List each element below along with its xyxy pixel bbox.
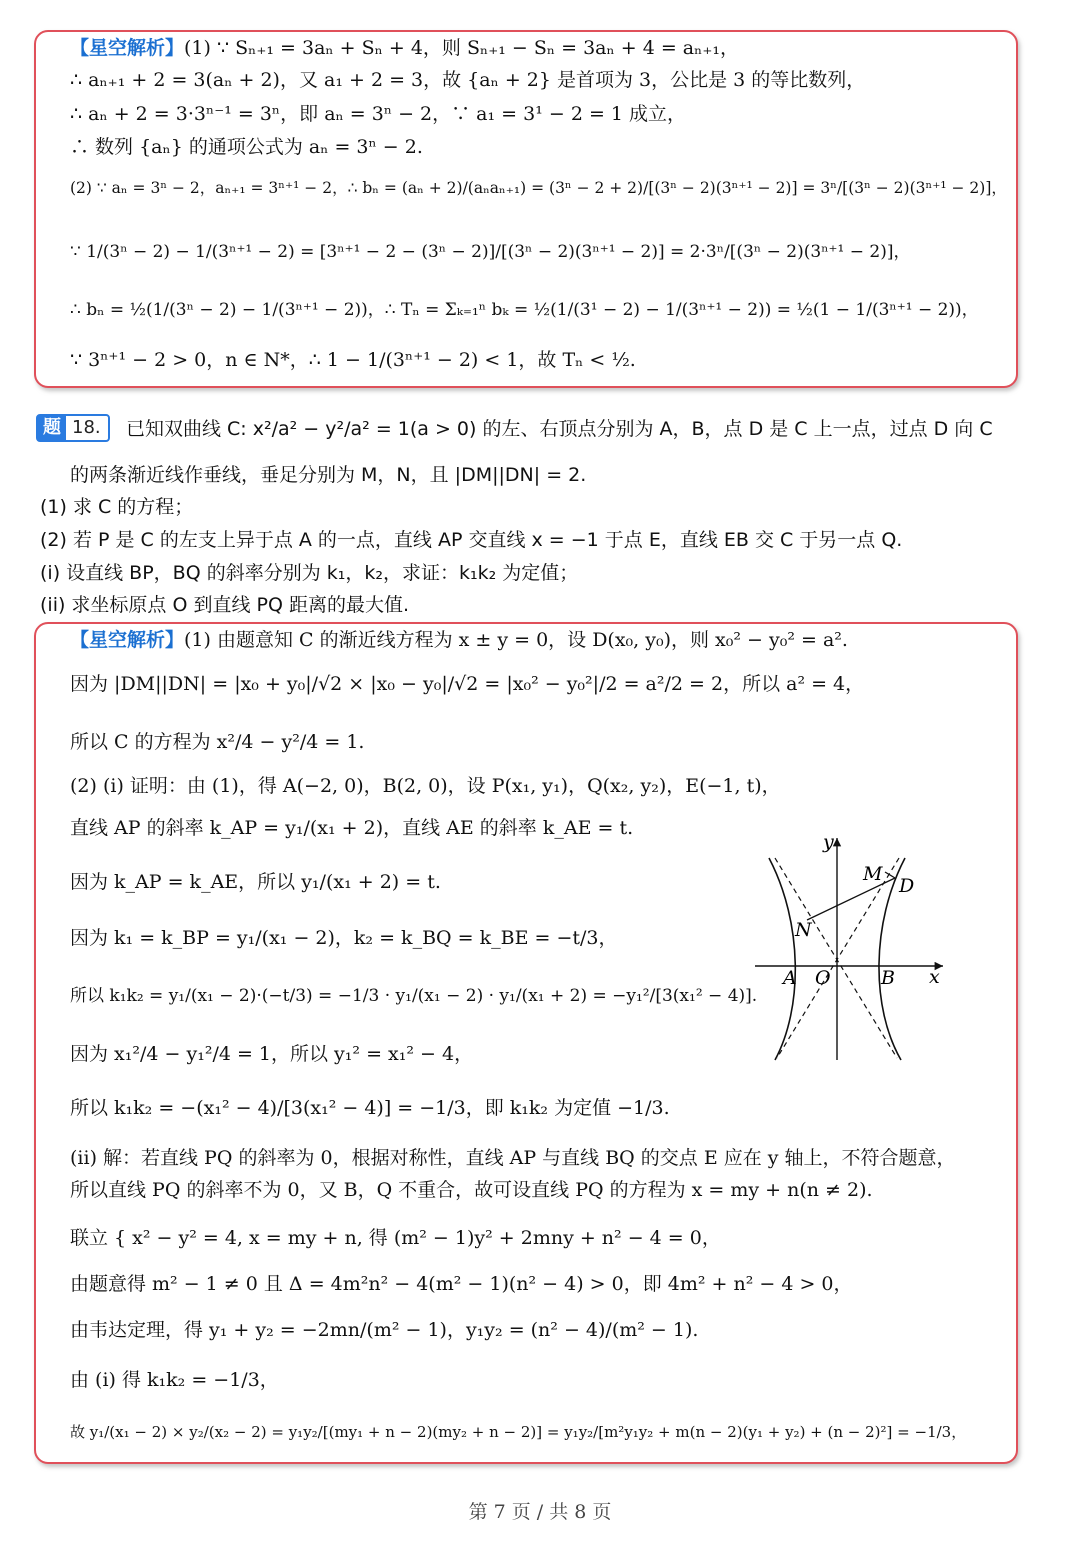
question-number: 18. <box>72 417 101 438</box>
solution-1-line-5: ∵ 1/(3ⁿ − 2) − 1/(3ⁿ⁺¹ − 2) = [3ⁿ⁺¹ − 2 − (3ⁿ − 2)]/[(3ⁿ − 2)(3ⁿ⁺¹ − 2)] = 2·3ⁿ/[(3ⁿ − 2)(3ⁿ⁺¹ − 2)]， <box>70 242 911 262</box>
solution-2-line-11: 所以直线 PQ 的斜率不为 0，又 B，Q 不重合，故可设直线 PQ 的方程为 x = my + n(n ≠ 2). <box>70 1179 873 1201</box>
solution-1-line-3: ∴ 数列 {aₙ} 的通项公式为 aₙ = 3ⁿ − 2. <box>70 136 423 158</box>
question-line-1: 的两条渐近线作垂线，垂足分别为 M，N，且 |DM||DN| = 2. <box>70 464 587 486</box>
label-y: y <box>823 831 834 853</box>
hyperbola-left-branch <box>769 858 795 1060</box>
solution-tag: 【星空解析】 <box>70 37 185 59</box>
page-footer: 第 7 页 / 共 8 页 <box>468 1501 612 1523</box>
solution-2-line-5: 因为 k_AP = k_AE，所以 y₁/(x₁ + 2) = t. <box>70 871 441 893</box>
solution-2-line-0: 【星空解析】(1) 由题意知 C 的渐近线方程为 x ± y = 0，设 D(x₀, y₀)，则 x₀² − y₀² = a². <box>70 629 848 651</box>
solution-2-line-7: 所以 k₁k₂ = y₁/(x₁ − 2)·(−t/3) = −1/3 · y₁/(x₁ − 2) · y₁/(x₁ + 2) = −y₁²/[3(x₁² − 4)]. <box>70 986 758 1006</box>
solution-2-line-8: 因为 x₁²/4 − y₁²/4 = 1，所以 y₁² = x₁² − 4， <box>70 1043 474 1065</box>
solution-2-line-14: 由韦达定理，得 y₁ + y₂ = −2mn/(m² − 1)，y₁y₂ = (n² − 4)/(m² − 1). <box>70 1319 699 1341</box>
label-B: B <box>881 967 895 989</box>
solution-2-line-15: 由 (i) 得 k₁k₂ = −1/3， <box>70 1369 279 1391</box>
question-badge-label: 题 <box>38 416 66 440</box>
solution-1-line-7: ∵ 3ⁿ⁺¹ − 2 > 0，n ∈ N*，∴ 1 − 1/(3ⁿ⁺¹ − 2) < 1，故 Tₙ < ½. <box>70 349 636 371</box>
solution-2-line-3: (2) (i) 证明：由 (1)，得 A(−2, 0)，B(2, 0)，设 P(x₁, y₁)，Q(x₂, y₂)，E(−1, t)， <box>70 775 781 797</box>
label-N: N <box>795 919 812 941</box>
solution-2-line-2: 所以 C 的方程为 x²/4 − y²/4 = 1. <box>70 731 365 753</box>
solution-tag-2: 【星空解析】 <box>70 629 185 651</box>
solution-2-line-13: 由题意得 m² − 1 ≠ 0 且 Δ = 4m²n² − 4(m² − 1)(n² − 4) > 0，即 4m² + n² − 4 > 0， <box>70 1273 853 1295</box>
solution-1-line-6: ∴ bₙ = ½(1/(3ⁿ − 2) − 1/(3ⁿ⁺¹ − 2))，∴ Tₙ = Σₖ₌₁ⁿ bₖ = ½(1/(3¹ − 2) − 1/(3ⁿ⁺¹ − 2)) = ½(1 − 1/(3ⁿ⁺¹ − 2))， <box>70 300 979 320</box>
question-line-3: (2) 若 P 是 C 的左支上异于点 A 的一点，直线 AP 交直线 x = −1 于点 E，直线 EB 交 C 于另一点 Q. <box>40 529 903 551</box>
solution-1-line-1: ∴ aₙ₊₁ + 2 = 3(aₙ + 2)，又 a₁ + 2 = 3，故 {aₙ + 2} 是首项为 3，公比是 3 的等比数列， <box>70 69 866 91</box>
solution-2-line-16: 故 y₁/(x₁ − 2) × y₂/(x₂ − 2) = y₁y₂/[(my₁ + n − 2)(my₂ + n − 2)] = y₁y₂/[m²y₁y₂ + m(n − 2)(y₁ + y₂) + (n − 2)²] = −1/3， <box>70 1423 967 1441</box>
solution-2-line-6: 因为 k₁ = k_BP = y₁/(x₁ − 2)，k₂ = k_BQ = k_BE = −t/3， <box>70 927 618 949</box>
question-line-4: (i) 设直线 BP，BQ 的斜率分别为 k₁，k₂，求证：k₁k₂ 为定值； <box>40 562 579 584</box>
solution-2-line-1: 因为 |DM||DN| = |x₀ + y₀|/√2 × |x₀ − y₀|/√2 = |x₀² − y₀²|/2 = a²/2 = 2，所以 a² = 4， <box>70 673 865 695</box>
solution-1-line-2: ∴ aₙ + 2 = 3·3ⁿ⁻¹ = 3ⁿ，即 aₙ = 3ⁿ − 2，∵ a₁ = 3¹ − 2 = 1 成立， <box>70 103 687 125</box>
label-D: D <box>899 875 915 897</box>
label-x: x <box>929 966 940 988</box>
solution-1-line-4: (2) ∵ aₙ = 3ⁿ − 2，aₙ₊₁ = 3ⁿ⁺¹ − 2，∴ bₙ = (aₙ + 2)/(aₙaₙ₊₁) = (3ⁿ − 2 + 2)/[(3ⁿ − 2)(3ⁿ⁺¹ − 2)] = 3ⁿ/[(3ⁿ − 2)(3ⁿ⁺¹ − 2)]， <box>70 179 1007 197</box>
solution-2-line-10: (ii) 解：若直线 PQ 的斜率为 0，根据对称性，直线 AP 与直线 BQ 的交点 E 应在 y 轴上，不符合题意， <box>70 1147 956 1169</box>
label-A: A <box>783 967 797 989</box>
question-line-5: (ii) 求坐标原点 O 到直线 PQ 距离的最大值. <box>40 594 409 616</box>
solution-2-line-12: 联立 { x² − y² = 4, x = my + n, 得 (m² − 1)y² + 2mny + n² − 4 = 0， <box>70 1227 721 1249</box>
question-number-badge <box>36 414 110 442</box>
hyperbola-figure <box>755 828 955 1063</box>
question-line-0: 已知双曲线 C: x²/a² − y²/a² = 1(a > 0) 的左、右顶点分别为 A，B，点 D 是 C 上一点，过点 D 向 C <box>126 418 993 440</box>
solution-2-line-4: 直线 AP 的斜率 k_AP = y₁/(x₁ + 2)，直线 AE 的斜率 k_AE = t. <box>70 817 634 839</box>
label-M: M <box>863 863 883 885</box>
label-O: O <box>815 967 831 989</box>
solution-2-line-9: 所以 k₁k₂ = −(x₁² − 4)/[3(x₁² − 4)] = −1/3，即 k₁k₂ 为定值 −1/3. <box>70 1097 670 1119</box>
question-line-2: (1) 求 C 的方程； <box>40 496 194 518</box>
solution-1-line-0: 【星空解析】(1) ∵ Sₙ₊₁ = 3aₙ + Sₙ + 4，则 Sₙ₊₁ − Sₙ = 3aₙ + 4 = aₙ₊₁， <box>70 37 740 59</box>
segment-DM <box>885 872 895 878</box>
